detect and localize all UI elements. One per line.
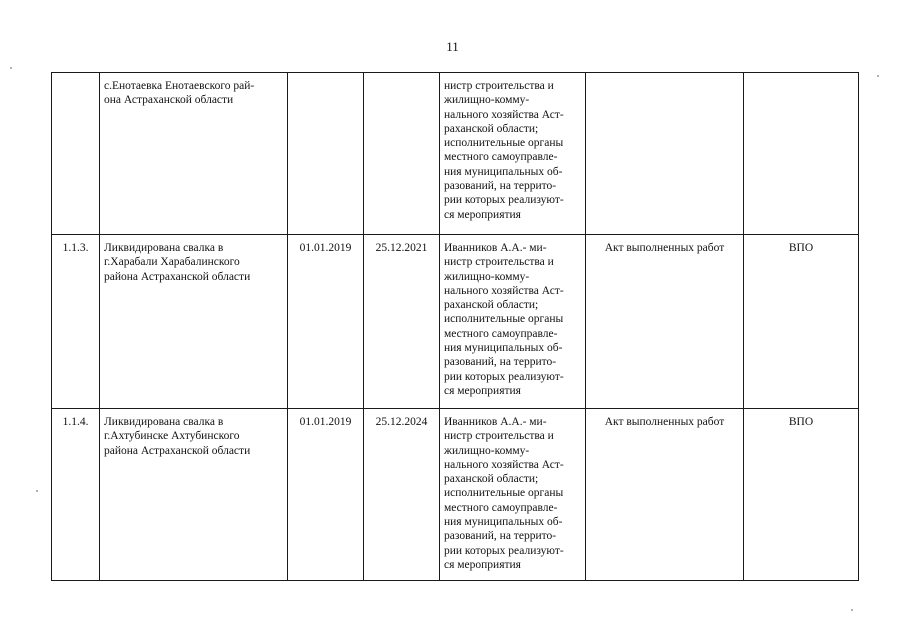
cell-result: Акт выполненных работ xyxy=(586,235,744,409)
text-line: нистр строительства и xyxy=(444,80,554,92)
text-line: жилищно-комму- xyxy=(444,94,530,107)
cell-responsible xyxy=(440,73,586,235)
text-line: рии которых реализуют- xyxy=(444,544,564,557)
cell-responsible xyxy=(440,235,586,409)
text-line: нального хозяйства Аст- xyxy=(444,284,564,297)
text-line: нального хозяйства Аст- xyxy=(444,458,564,471)
text-line: раханской области; xyxy=(444,122,539,135)
cell-measure-name xyxy=(100,73,288,235)
text-line: местного самоуправле- xyxy=(444,151,558,164)
cell-start-date: 01.01.2019 xyxy=(288,235,364,409)
text-line: района Астраханской области xyxy=(104,270,251,283)
scan-speck xyxy=(877,75,879,77)
text-line: рии которых реализуют- xyxy=(444,194,564,207)
text-line: исполнительные органы xyxy=(444,313,564,326)
text-line: нистр строительства и xyxy=(444,256,554,269)
text-line: разований, на террито- xyxy=(444,180,557,193)
text-line: она Астраханской области xyxy=(104,94,234,107)
text-line: ся мероприятия xyxy=(444,384,521,397)
text-line: ся мероприятия xyxy=(444,558,521,571)
text-line: жилищно-комму- xyxy=(444,444,530,457)
text-line: нального хозяйства Аст- xyxy=(444,108,564,121)
text-line: Иванников А.А.- ми- xyxy=(444,242,547,254)
text-line: раханской области; xyxy=(444,473,539,486)
text-line: рии которых реализуют- xyxy=(444,370,564,383)
text-line: с.Енотаевка Енотаевского рай- xyxy=(104,80,255,92)
cell-note xyxy=(744,73,859,235)
cell-start-date: 01.01.2019 xyxy=(288,409,364,581)
cell-measure-name xyxy=(100,409,288,581)
text-line: ния муниципальных об- xyxy=(444,342,563,355)
cell-number xyxy=(52,73,100,235)
text-line: жилищно-комму- xyxy=(444,270,530,283)
cell-end-date: 25.12.2021 xyxy=(364,235,440,409)
cell-note: ВПО xyxy=(744,409,859,581)
text-line: г.Харабали Харабалинского xyxy=(104,256,240,269)
measures-table xyxy=(51,72,859,581)
text-line: исполнительные органы xyxy=(444,487,564,500)
cell-number: 1.1.4. xyxy=(52,409,100,581)
text-line: разований, на террито- xyxy=(444,356,557,369)
text-line: ния муниципальных об- xyxy=(444,516,563,529)
cell-result xyxy=(586,73,744,235)
text-line: нистр строительства и xyxy=(444,430,554,443)
text-line: ния муниципальных об- xyxy=(444,165,563,178)
scan-speck xyxy=(10,67,12,69)
scan-speck xyxy=(851,609,853,611)
table-row-continuation xyxy=(52,73,859,235)
text-line: Иванников А.А.- ми- xyxy=(444,416,547,428)
text-line: раханской области; xyxy=(444,299,539,312)
cell-result: Акт выполненных работ xyxy=(586,409,744,581)
cell-end-date: 25.12.2024 xyxy=(364,409,440,581)
text-line: г.Ахтубинске Ахтубинского xyxy=(104,430,240,443)
cell-measure-name xyxy=(100,235,288,409)
text-line: разований, на террито- xyxy=(444,530,557,543)
text-line: ся мероприятия xyxy=(444,208,521,221)
text-line: местного самоуправле- xyxy=(444,501,558,514)
cell-start-date xyxy=(288,73,364,235)
text-line: Ликвидирована свалка в xyxy=(104,242,224,254)
cell-responsible xyxy=(440,409,586,581)
cell-end-date xyxy=(364,73,440,235)
text-line: района Астраханской области xyxy=(104,444,251,457)
cell-number: 1.1.3. xyxy=(52,235,100,409)
table-row-1-1-4 xyxy=(52,409,859,581)
text-line: местного самоуправле- xyxy=(444,327,558,340)
scan-speck xyxy=(36,490,38,492)
table-row-1-1-3 xyxy=(52,235,859,409)
page-number: 11 xyxy=(446,39,459,54)
text-line: исполнительные органы xyxy=(444,137,564,150)
cell-note: ВПО xyxy=(744,235,859,409)
text-line: Ликвидирована свалка в xyxy=(104,416,224,428)
